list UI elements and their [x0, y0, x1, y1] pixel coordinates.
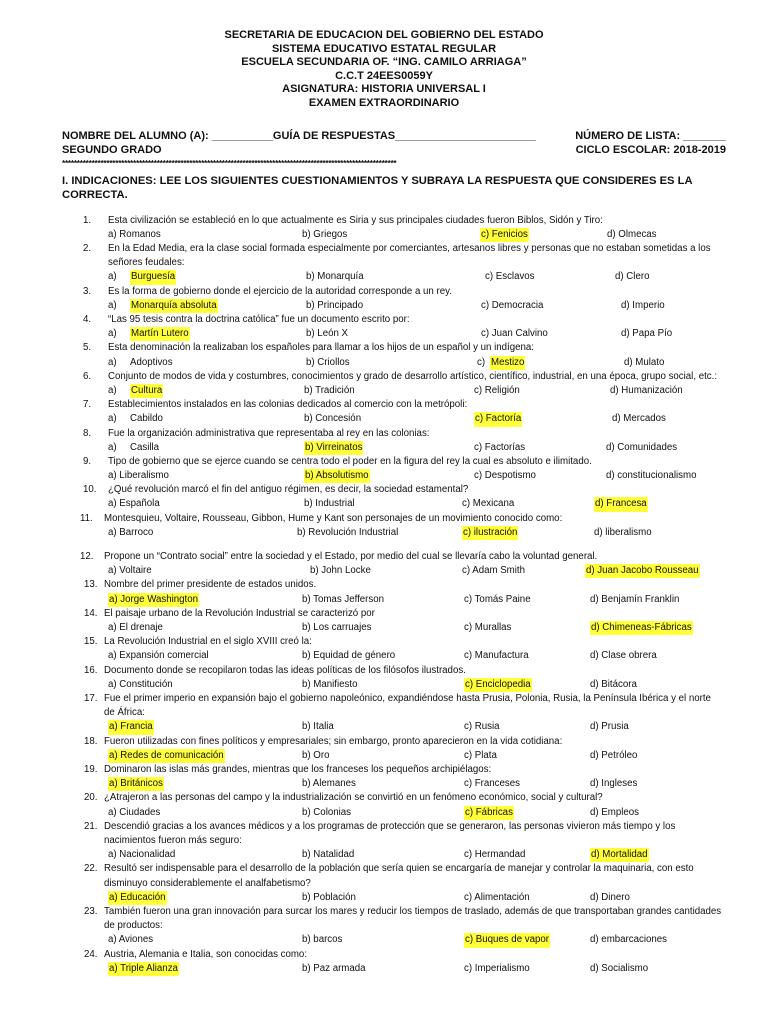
correct-answer-option[interactable]: Cultura: [130, 384, 163, 398]
answer-option[interactable]: c) Alimentación: [464, 891, 530, 903]
question-statement: Descendió gracias a los avances médicos y a los programas de protección que se generaron, las personas vivieron más tiempo y los nacimientos fueron más seguro:: [104, 820, 676, 846]
question-statement: Austria, Alemania e Italia, son conocidas como:: [104, 948, 308, 960]
question-item: [0, 578, 768, 606]
question-number: 13.: [84, 579, 98, 591]
correct-answer-option[interactable]: c) Fenicios: [480, 228, 529, 242]
answer-option[interactable]: d) Clase obrera: [590, 650, 657, 662]
answer-option[interactable]: d) Socialismo: [590, 962, 649, 974]
correct-answer-option[interactable]: d) Francesa: [594, 497, 648, 511]
answer-option[interactable]: c) Imperialismo: [464, 962, 530, 974]
list-number: NÚMERO DE LISTA: _______: [575, 129, 726, 142]
answer-option[interactable]: b) Criollos: [306, 356, 350, 368]
question-text: [0, 341, 768, 355]
question-item: [0, 664, 768, 692]
answer-option[interactable]: c) Mexicana: [462, 498, 515, 510]
question-item: [0, 791, 768, 819]
question-text: [0, 483, 768, 497]
question-text: [0, 905, 768, 933]
question-text: [0, 664, 768, 678]
answer-option[interactable]: b) Equidad de género: [302, 650, 396, 662]
question-number: 17.: [84, 693, 98, 705]
answer-option[interactable]: c) Manufactura: [464, 650, 529, 662]
answer-options: [0, 962, 768, 976]
correct-answer-option[interactable]: a) Triple Alianza: [108, 962, 179, 976]
question-item: [0, 862, 768, 905]
answer-option[interactable]: b) Concesión: [304, 413, 362, 425]
answer-option[interactable]: b) Principado: [306, 299, 364, 311]
answer-option[interactable]: b) Monarquía: [306, 271, 364, 283]
question-text: [0, 398, 768, 412]
question-item: [0, 512, 768, 540]
question-item: [0, 735, 768, 763]
correct-answer-option[interactable]: a) Británicos: [108, 777, 164, 791]
answer-option[interactable]: b) Alemanes: [302, 778, 356, 790]
question-item: [0, 607, 768, 635]
correct-answer-option[interactable]: a) Jorge Washington: [108, 593, 199, 607]
question-item: [0, 214, 768, 242]
question-statement: Documento donde se recopilaron todas las ideas políticas de los filósofos ilustrados.: [104, 664, 466, 676]
answer-option[interactable]: a) Voltaire: [108, 565, 152, 577]
question-text: [0, 791, 768, 805]
question-item: [0, 427, 768, 455]
question-item: [0, 341, 768, 369]
answer-option[interactable]: d) Prusia: [590, 721, 629, 733]
answer-options: [0, 441, 768, 455]
answer-option[interactable]: c) Esclavos: [485, 271, 535, 283]
separator-stars: *****************************************************************************************************************: [62, 157, 397, 168]
question-text: [0, 285, 768, 299]
question-text: [0, 862, 768, 890]
question-number: 8.: [83, 427, 92, 439]
question-number: 11.: [80, 512, 93, 524]
answer-option[interactable]: b) Natalidad: [302, 849, 355, 861]
answer-option[interactable]: c) Factorías: [474, 441, 526, 453]
answer-option[interactable]: d) Comunidades: [606, 441, 678, 453]
answer-option[interactable]: a) Barroco: [108, 526, 154, 538]
question-statement: El paisaje urbano de la Revolución Industrial se caracterizó por: [104, 607, 375, 619]
answer-options: [0, 299, 768, 313]
answer-option[interactable]: a): [108, 441, 117, 453]
answer-option[interactable]: d) Papa Pío: [621, 328, 673, 340]
answer-option[interactable]: a): [108, 271, 117, 283]
question-text: [0, 370, 768, 384]
answer-option[interactable]: b) Italia: [302, 721, 334, 733]
question-number: 18.: [84, 735, 98, 747]
answer-options: [0, 564, 768, 578]
question-text: [0, 214, 768, 228]
question-statement: Dominaron las islas más grandes, mientras que los franceses los pequeños archipiélagos:: [104, 764, 492, 775]
instructions: I. INDICACIONES: LEE LOS SIGUIENTES CUESTIONAMIENTOS Y SUBRAYA LA RESPUESTA QUE CONSIDERES ES LA CORRECTA.: [62, 174, 693, 201]
question-statement: Fue la organización administrativa que representaba al rey en las colonias:: [108, 427, 430, 439]
answer-option[interactable]: d) Ingleses: [590, 778, 638, 790]
header-line: ESCUELA SECUNDARIA OF. “ING. CAMILO ARRIAGA”: [241, 56, 527, 69]
question-statement: ¿Qué revolución marcó el fin del antiguo régimen, es decir, la sociedad estamental?: [108, 484, 469, 496]
answer-option[interactable]: b) Colonias: [302, 806, 352, 818]
question-text: [0, 455, 768, 469]
answer-option[interactable]: a): [108, 413, 117, 425]
answer-option[interactable]: b) Tradición: [304, 384, 355, 396]
answer-option[interactable]: d) liberalismo: [594, 526, 652, 538]
answer-options: [0, 228, 768, 242]
answer-option[interactable]: d) Clero: [615, 271, 650, 283]
answer-options: [0, 497, 768, 511]
answer-option[interactable]: d) Bitácora: [590, 678, 637, 690]
question-text: [0, 242, 768, 270]
question-number: 24.: [84, 948, 98, 960]
answer-options: [0, 384, 768, 398]
correct-answer-option[interactable]: Mestizo: [490, 356, 525, 370]
answer-option[interactable]: c) Franceses: [464, 778, 520, 790]
correct-answer-option[interactable]: b) Absolutismo: [304, 469, 370, 483]
question-text: [0, 550, 768, 564]
correct-answer-option[interactable]: a) Francia: [108, 720, 154, 734]
answer-option[interactable]: c) Religión: [474, 384, 520, 396]
answer-option[interactable]: a): [108, 356, 117, 368]
answer-option[interactable]: b) barcos: [302, 934, 343, 946]
answer-options: [0, 749, 768, 763]
question-text: [0, 735, 768, 749]
question-statement: En la Edad Media, era la clase social formada especialmente por comerciantes, artesanos libres y personas que no estaban sometidas a los señores feudales:: [108, 242, 711, 269]
question-list: [0, 214, 768, 976]
question-number: 2.: [83, 242, 92, 254]
header-line: C.C.T 24EES0059Y: [335, 69, 433, 82]
answer-options: [0, 848, 768, 862]
answer-option[interactable]: d) Dinero: [590, 891, 630, 903]
answer-options: [0, 593, 768, 607]
answer-options: [0, 777, 768, 791]
answer-options: [0, 678, 768, 692]
answer-option[interactable]: c) Rusia: [464, 721, 500, 733]
question-text: [0, 763, 768, 777]
answer-option[interactable]: c) Tomás Paine: [464, 593, 531, 605]
question-statement: Propone un “Contrato social” entre la sociedad y el Estado, por medio del cual se llevaría cabo la voluntad general.: [104, 551, 598, 563]
answer-options: [0, 720, 768, 734]
answer-option[interactable]: a) El drenaje: [108, 622, 163, 634]
question-item: [0, 635, 768, 663]
question-statement: Establecimientos instalados en las colonias dedicados al comercio con la metrópoli:: [108, 399, 468, 411]
answer-options: [0, 806, 768, 820]
answer-option[interactable]: d) Mercados: [612, 413, 666, 425]
answer-option[interactable]: c) Murallas: [464, 622, 512, 634]
answer-option[interactable]: c): [477, 356, 486, 368]
question-statement: La Revolución Industrial en el siglo XVIII creó la:: [104, 636, 312, 648]
question-item: [0, 313, 768, 341]
question-number: 9.: [83, 455, 92, 467]
question-number: 5.: [83, 342, 92, 354]
question-item: [0, 455, 768, 483]
answer-option[interactable]: b) Paz armada: [302, 962, 366, 974]
question-number: 1.: [83, 214, 92, 226]
answer-option[interactable]: b) Los carruajes: [302, 622, 372, 634]
correct-answer-option[interactable]: d) Juan Jacobo Rousseau: [585, 564, 700, 578]
question-number: 12.: [80, 551, 94, 563]
question-number: 4.: [83, 313, 92, 325]
correct-answer-option[interactable]: d) Mortalidad: [590, 848, 649, 862]
question-statement: Fueron utilizadas con fines políticos y empresariales; sin embargo, pronto aparecieron en la vida cotidiana:: [104, 735, 563, 747]
question-text: [0, 578, 768, 592]
correct-answer-option[interactable]: c) Fábricas: [464, 806, 514, 820]
answer-option[interactable]: c) Democracia: [481, 299, 544, 311]
spacer: [0, 540, 768, 550]
question-number: 21.: [84, 820, 98, 832]
question-number: 7.: [83, 399, 92, 411]
question-number: 16.: [84, 664, 98, 676]
question-statement: Nombre del primer presidente de estados unidos.: [104, 579, 317, 591]
grade-label: SEGUNDO GRADO: [62, 143, 162, 156]
answer-option[interactable]: b) John Locke: [310, 565, 371, 577]
question-item: [0, 692, 768, 735]
question-item: [0, 763, 768, 791]
question-item: [0, 398, 768, 426]
document-header: [0, 29, 768, 111]
answer-option[interactable]: b) Oro: [302, 749, 330, 761]
question-statement: ¿Atrajeron a las personas del campo y la industrialización se convirtió en un fenómeno económico, social y cultural?: [104, 792, 603, 804]
question-text: [0, 820, 768, 848]
answer-option[interactable]: a) Constitución: [108, 678, 173, 690]
answer-option[interactable]: d) Benjamín Franklin: [590, 593, 680, 605]
question-item: [0, 905, 768, 948]
answer-option[interactable]: c) Plata: [464, 749, 497, 761]
correct-answer-option[interactable]: Burguesía: [130, 270, 176, 284]
question-number: 20.: [84, 792, 98, 804]
student-meta-row: [62, 130, 726, 144]
correct-answer-option[interactable]: Martín Lutero: [130, 327, 190, 341]
question-number: 23.: [84, 905, 98, 917]
student-name-line: NOMBRE DEL ALUMNO (A): __________GUÍA DE RESPUESTAS_______________________: [62, 129, 536, 142]
answer-option[interactable]: a) Liberalismo: [108, 470, 169, 482]
question-item: [0, 370, 768, 398]
question-item: [0, 285, 768, 313]
header-line: SISTEMA EDUCATIVO ESTATAL REGULAR: [271, 42, 497, 55]
answer-option[interactable]: b) Manifiesto: [302, 678, 358, 690]
question-number: 15.: [84, 636, 98, 648]
answer-option[interactable]: a) Española: [108, 498, 160, 510]
question-item: [0, 550, 768, 578]
question-statement: Conjunto de modos de vida y costumbres, conocimientos y grado de desarrollo artístico, científico, industrial, en una época, grupo social, etc.:: [108, 370, 718, 382]
answer-options: [0, 933, 768, 947]
grade-meta-row: [62, 144, 726, 158]
answer-options: [0, 649, 768, 663]
question-text: [0, 427, 768, 441]
answer-option[interactable]: d) Empleos: [590, 806, 639, 818]
answer-option[interactable]: Adoptivos: [130, 356, 173, 368]
answer-option[interactable]: a) Romanos: [108, 228, 161, 240]
answer-option[interactable]: Cabildo: [130, 413, 163, 425]
answer-option[interactable]: a): [108, 299, 117, 311]
answer-options: [0, 891, 768, 905]
question-text: [0, 948, 768, 962]
answer-options: [0, 412, 768, 426]
header-line: ASIGNATURA: HISTORIA UNIVERSAL I: [282, 83, 486, 96]
question-statement: Resultó ser indispensable para el desarrollo de la población que sería quien se encargaría de manejar y controlar la maquinaria, con esto disminuyo considerablemente el analfabetismo?: [104, 863, 694, 889]
answer-option[interactable]: d) Olmecas: [607, 228, 657, 240]
correct-answer-option[interactable]: c) Factoría: [474, 412, 522, 426]
question-statement: Tipo de gobierno que se ejerce cuando se centra todo el poder en la figura del rey la cual es absoluto e ilimitado.: [108, 455, 592, 467]
answer-option[interactable]: b) Industrial: [304, 498, 355, 510]
question-item: [0, 948, 768, 976]
answer-option[interactable]: c) Juan Calvino: [481, 328, 548, 340]
correct-answer-option[interactable]: c) Buques de vapor: [464, 933, 550, 947]
header-line: SECRETARIA DE EDUCACION DEL GOBIERNO DEL ESTADO: [224, 29, 544, 41]
question-statement: Es la forma de gobierno donde el ejercicio de la autoridad corresponde a un rey.: [108, 285, 452, 297]
question-number: 6.: [83, 370, 92, 382]
answer-option[interactable]: a) Ciudades: [108, 806, 161, 818]
answer-option[interactable]: b) Griegos: [302, 228, 348, 240]
answer-option[interactable]: a): [108, 328, 117, 340]
answer-option[interactable]: a): [108, 384, 117, 396]
question-text: [0, 692, 768, 720]
answer-options: [0, 621, 768, 635]
answer-option[interactable]: a) Expansión comercial: [108, 650, 209, 662]
answer-options: [0, 356, 768, 370]
correct-answer-option[interactable]: Monarquía absoluta: [130, 299, 218, 313]
question-statement: También fueron una gran innovación para surcar los mares y reducir los tiempos de traslado, además de que transportaban grandes cantidades de productos:: [104, 905, 722, 932]
question-text: [0, 512, 768, 526]
question-text: [0, 635, 768, 649]
question-number: 14.: [84, 607, 98, 619]
answer-option[interactable]: d) Imperio: [621, 299, 665, 311]
correct-answer-option[interactable]: a) Redes de comunicación: [108, 749, 225, 763]
question-statement: Fue el primer imperio en expansión bajo el gobierno napoleónico, expandiéndose hasta Prusia, Polonia, Rusia, la Península Ibérica y el norte de África:: [104, 693, 711, 719]
school-year: CICLO ESCOLAR: 2018-2019: [575, 143, 726, 156]
correct-answer-option[interactable]: c) Enciclopedia: [464, 678, 532, 692]
header-line: EXAMEN EXTRAORDINARIO: [308, 96, 460, 109]
answer-option[interactable]: c) Despotismo: [474, 470, 536, 482]
question-item: [0, 820, 768, 863]
answer-options: [0, 469, 768, 483]
answer-option[interactable]: d) Humanización: [610, 384, 683, 396]
question-text: [0, 313, 768, 327]
question-statement: Montesquieu, Voltaire, Rousseau, Gibbon, Hume y Kant son personajes de un movimiento conocido como:: [104, 512, 563, 524]
answer-option[interactable]: a) Aviones: [108, 934, 154, 946]
question-statement: Esta denominación la realizaban los españoles para llamar a los hijos de un español y un indígena:: [108, 342, 534, 354]
answer-option[interactable]: d) Mulato: [624, 356, 665, 368]
answer-options: [0, 270, 768, 284]
correct-answer-option[interactable]: c) ilustración: [462, 526, 518, 540]
answer-option[interactable]: d) Petróleo: [590, 749, 638, 761]
correct-answer-option[interactable]: a) Educación: [108, 891, 167, 905]
answer-option[interactable]: Casilla: [130, 441, 160, 453]
question-number: 10.: [83, 484, 97, 496]
answer-option[interactable]: b) Tomas Jefferson: [302, 593, 385, 605]
question-number: 22.: [84, 863, 98, 875]
correct-answer-option[interactable]: b) Virreinatos: [304, 441, 363, 455]
question-item: [0, 242, 768, 285]
question-number: 19.: [84, 764, 98, 775]
answer-option[interactable]: b) Revolución Industrial: [297, 526, 399, 538]
answer-options: [0, 327, 768, 341]
question-statement: “Las 95 tesis contra la doctrina católica” fue un documento escrito por:: [108, 313, 410, 325]
answer-option[interactable]: c) Adam Smith: [462, 565, 525, 577]
answer-option[interactable]: c) Hermandad: [464, 849, 526, 861]
correct-answer-option[interactable]: d) Chimeneas-Fábricas: [590, 621, 693, 635]
question-text: [0, 607, 768, 621]
answer-option[interactable]: d) constitucionalismo: [606, 470, 697, 482]
answer-option[interactable]: d) embarcaciones: [590, 934, 667, 946]
question-statement: Esta civilización se estableció en lo que actualmente es Siria y sus principales ciudades fueron Biblos, Sidón y Tiro:: [108, 214, 603, 226]
answer-option[interactable]: a) Nacionalidad: [108, 849, 176, 861]
question-number: 3.: [83, 285, 92, 297]
answer-options: [0, 526, 768, 540]
question-item: [0, 483, 768, 511]
answer-option[interactable]: b) León X: [306, 328, 349, 340]
answer-option[interactable]: b) Población: [302, 891, 356, 903]
